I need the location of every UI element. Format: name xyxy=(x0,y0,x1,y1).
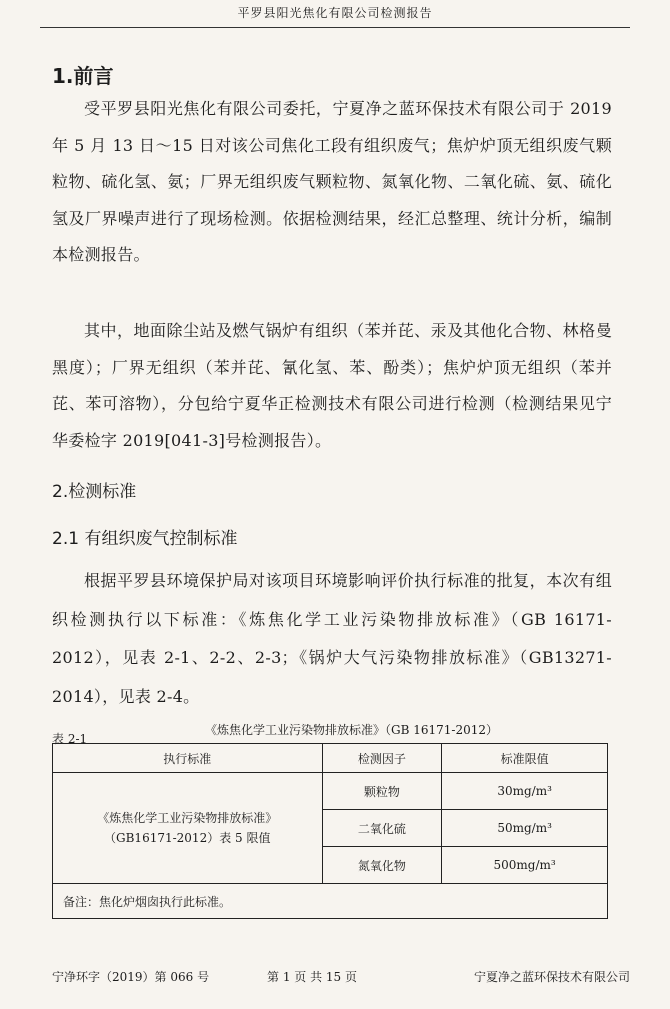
intro-paragraph-1: 受平罗县阳光焦化有限公司委托，宁夏净之蓝环保技术有限公司于 2019 年 5 月 13 日～15 日对该公司焦化工段有组织废气；焦炉炉顶无组织废气颗粒物、硫化氢、氨；厂界无组织废气颗粒物、氮氧化物、二氧化硫、氨、硫化氢及厂界噪声进行了现场检测。依据检测结果，经汇总整理、统计分析，编制本检测报告。 xyxy=(52,99,612,264)
page-header xyxy=(40,4,630,28)
standard-name: 《炼焦化学工业污染物排放标准》 xyxy=(97,811,278,825)
limit-cell: 50mg/m³ xyxy=(442,810,608,847)
header-standard: 执行标准 xyxy=(53,744,323,773)
standards-paragraph: 根据平罗县环境保护局对该项目环境影响评价执行标准的批复，本次有组织检测执行以下标准：《炼焦化学工业污染物排放标准》（GB 16171-2012），见表 2-1、2-2、2-3；《锅炉大气污染物排放标准》（GB13271-2014），见表 2-4。 xyxy=(52,571,612,706)
standard-cell xyxy=(53,773,323,884)
section-heading-standards: 2.检测标准 xyxy=(52,482,137,502)
table-row xyxy=(53,773,608,810)
limit-cell: 500mg/m³ xyxy=(442,847,608,884)
table-label: 表 2-1 xyxy=(52,732,88,746)
header-factor: 检测因子 xyxy=(322,744,442,773)
standard-code: （GB16171-2012）表 5 限值 xyxy=(104,831,271,845)
table-title: 《炼焦化学工业污染物排放标准》（GB 16171-2012） xyxy=(205,723,498,737)
header-title: 平罗县阳光焦化有限公司检测报告 xyxy=(237,6,433,20)
factor-cell: 氮氧化物 xyxy=(322,847,442,884)
intro-paragraph-2: 其中，地面除尘站及燃气锅炉有组织（苯并芘、汞及其他化合物、林格曼黑度）；厂界无组织（苯并芘、氰化氢、苯、酚类）；焦炉炉顶无组织（苯并芘、苯可溶物），分包给宁夏华正检测技术有限公司进行检测（检测结果见宁华委检字 2019[041-3]号检测报告）。 xyxy=(52,321,612,450)
table-note: 备注：焦化炉烟囱执行此标准。 xyxy=(53,884,608,919)
footer-company: 宁夏净之蓝环保技术有限公司 xyxy=(473,970,630,984)
footer-doc-number: 宁净环字（2019）第 066 号 xyxy=(52,970,210,984)
table-header-row xyxy=(53,744,608,773)
header-limit: 标准限值 xyxy=(442,744,608,773)
factor-cell: 颗粒物 xyxy=(322,773,442,810)
section-heading-intro: 1.前言 xyxy=(52,64,114,88)
factor-cell: 二氧化硫 xyxy=(322,810,442,847)
standards-table xyxy=(52,743,608,919)
limit-cell: 30mg/m³ xyxy=(442,773,608,810)
footer-page-number: 第 1 页 共 15 页 xyxy=(267,970,357,984)
subsection-heading-organized: 2.1 有组织废气控制标准 xyxy=(52,529,238,549)
table-note-row xyxy=(53,884,608,919)
